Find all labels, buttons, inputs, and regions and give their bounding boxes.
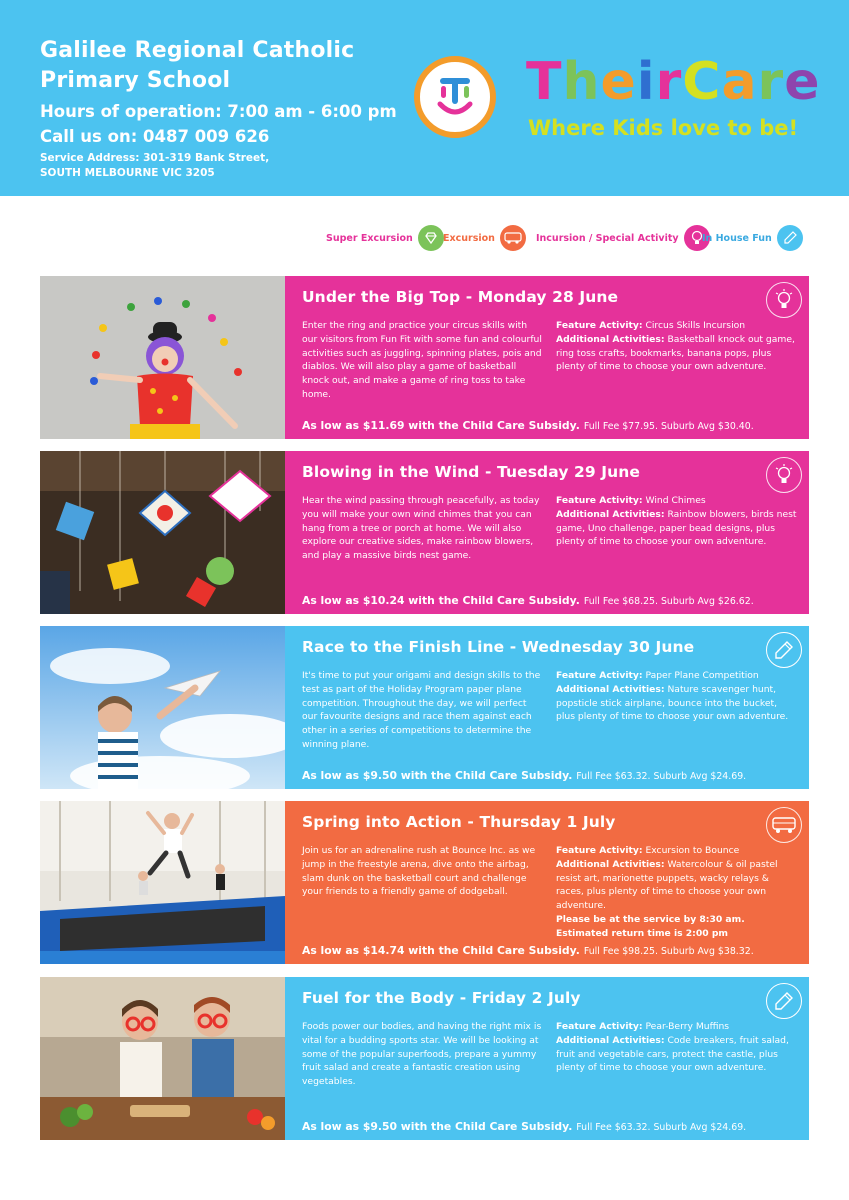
legend-super-excursion — [326, 223, 444, 253]
feature-label: Feature Activity: — [556, 320, 643, 331]
legend-label: Incursion / Special Activity — [536, 232, 679, 244]
diamond-icon — [418, 225, 444, 251]
excursion-time-note: Please be at the service by 8:30 am. Estimated return time is 2:00 pm — [556, 913, 745, 939]
hours-of-operation: Hours of operation: 7:00 am - 6:00 pm — [40, 102, 397, 121]
activity-description: Join us for an adrenaline rush at Bounce Inc. as we jump in the freestyle arena, dive onto the airbag, slam dunk on the basketball court and challenge your friends to a friendly game of dodgeball. — [302, 845, 536, 898]
legend-label: In House Fun — [702, 232, 772, 244]
activity-card — [40, 626, 809, 789]
brand-letters-9: e — [784, 52, 821, 112]
feature-label: Feature Activity: — [556, 1021, 643, 1032]
pencil-icon — [766, 632, 802, 668]
service-address — [40, 151, 269, 181]
theircare-logo-icon — [414, 56, 496, 138]
brand-letters-8: r — [757, 52, 785, 112]
header-banner — [0, 0, 849, 196]
brand-letters-5: r — [655, 52, 683, 112]
address-line1: Service Address: 301-319 Bank Street, — [40, 152, 270, 164]
activity-panel — [285, 801, 809, 964]
additional-label: Additional Activities: — [556, 858, 665, 870]
pencil-icon — [766, 983, 802, 1019]
circus-clown-photo — [40, 276, 285, 439]
activity-title: Race to the Finish Line - Wednesday 30 June — [302, 638, 695, 656]
activity-title: Blowing in the Wind - Tuesday 29 June — [302, 463, 641, 481]
activity-description: Hear the wind passing through peacefully, as today you will make your own wind chimes that you can hang from a tree or porch at home. We will also explore our creative sides, make rainbow blowers, and play a massive birds nest game. — [302, 495, 540, 562]
school-name-line2: Primary School — [40, 68, 231, 93]
additional-label: Additional Activities: — [556, 1034, 665, 1046]
kids-cooking-photo — [40, 977, 285, 1140]
activity-details — [556, 319, 798, 374]
school-name-line1: Galilee Regional Catholic — [40, 38, 355, 63]
activity-details — [556, 844, 798, 941]
legend-in-house — [702, 223, 803, 253]
activity-title: Fuel for the Body - Friday 2 July — [302, 989, 581, 1007]
brand-letters-7: a — [721, 52, 758, 112]
trampoline-photo — [40, 801, 285, 964]
additional-activities: Basketball knock out game, ring toss crafts, bookmarks, banana pops, plus plenty of time to choose your own adventure. — [556, 333, 795, 373]
activity-card — [40, 977, 809, 1140]
fee-details: Full Fee $63.32. Suburb Avg $24.69. — [576, 1122, 747, 1133]
activity-card — [40, 451, 809, 614]
activity-details — [556, 494, 798, 549]
feature-label: Feature Activity: — [556, 845, 643, 856]
subsidy-price: As low as $14.74 with the Child Care Subsidy. — [302, 944, 580, 957]
activity-panel — [285, 451, 809, 614]
price-line — [302, 1120, 746, 1133]
feature-label: Feature Activity: — [556, 495, 643, 506]
fee-details: Full Fee $98.25. Suburb Avg $38.32. — [583, 946, 754, 957]
bus-icon — [500, 225, 526, 251]
activity-description: Foods power our bodies, and having the right mix is vital for a budding sports star. We will be looking at some of the popular superfoods, prepare a yummy fruit salad and create a fantastic creation using vegetables. — [302, 1021, 542, 1088]
brand-tagline: Where Kids love to be! — [528, 116, 799, 140]
activity-card — [40, 276, 809, 439]
activity-description: Enter the ring and practice your circus skills with our visitors from Fun Fit with some fun and colourful activities such as juggling, spinning plates, pois and diablos. We will also play a game of basketball knock out, and make a game of ring toss to take home. — [302, 320, 542, 400]
activity-description: It's time to put your origami and design skills to the test as part of the Holiday Program paper plane competition. Throughout the day, we will perfect our favourite designs and race them against each other in a series of competitions to determine the winning plane. — [302, 670, 541, 750]
legend-label: Excursion — [443, 232, 495, 244]
address-line2: SOUTH MELBOURNE VIC 3205 — [40, 167, 215, 179]
activity-panel — [285, 626, 809, 789]
paper-plane-photo — [40, 626, 285, 789]
additional-label: Additional Activities: — [556, 333, 665, 345]
additional-activities: Code breakers, fruit salad, fruit and vegetable cars, protect the castle, plus plenty of time to choose your own adventure. — [556, 1034, 789, 1074]
lightbulb-icon — [766, 457, 802, 493]
bus-icon — [766, 807, 802, 843]
activity-card — [40, 801, 809, 964]
activity-title: Spring into Action - Thursday 1 July — [302, 813, 616, 831]
fee-details: Full Fee $77.95. Suburb Avg $30.40. — [583, 421, 754, 432]
brand-letters-6: C — [682, 52, 722, 112]
brand-letters-2: h — [562, 52, 601, 112]
feature-activity: Paper Plane Competition — [645, 670, 759, 681]
pencil-icon — [777, 225, 803, 251]
feature-activity: Circus Skills Incursion — [645, 320, 746, 331]
price-line — [302, 419, 754, 432]
additional-label: Additional Activities: — [556, 683, 665, 695]
feature-activity: Wind Chimes — [645, 495, 706, 506]
feature-label: Feature Activity: — [556, 670, 643, 681]
additional-activities: Watercolour & oil pastel resist art, marionette puppets, wacky relays & races, plus plenty of time to choose your own adventure. — [556, 858, 778, 912]
legend-excursion — [443, 223, 526, 253]
additional-activities: Rainbow blowers, birds nest game, Uno challenge, paper bead designs, plus plenty of time to choose your own adventure. — [556, 508, 797, 548]
wind-chimes-photo — [40, 451, 285, 614]
feature-activity: Excursion to Bounce — [645, 845, 740, 856]
legend-incursion — [536, 223, 710, 253]
activity-panel — [285, 276, 809, 439]
phone-number: Call us on: 0487 009 626 — [40, 127, 270, 146]
activity-details — [556, 1020, 798, 1075]
brand-letters-3: e — [600, 52, 637, 112]
feature-activity: Pear-Berry Muffins — [645, 1021, 730, 1032]
school-name — [40, 36, 400, 96]
fee-details: Full Fee $68.25. Suburb Avg $26.62. — [583, 596, 754, 607]
additional-label: Additional Activities: — [556, 508, 665, 520]
activity-panel — [285, 977, 809, 1140]
subsidy-price: As low as $9.50 with the Child Care Subsidy. — [302, 1120, 573, 1133]
price-line — [302, 769, 746, 782]
lightbulb-icon — [766, 282, 802, 318]
price-line — [302, 944, 754, 957]
subsidy-price: As low as $10.24 with the Child Care Subsidy. — [302, 594, 580, 607]
brand-letters-4: i — [636, 52, 656, 112]
brand-letters-1: T — [526, 52, 563, 112]
fee-details: Full Fee $63.32. Suburb Avg $24.69. — [576, 771, 747, 782]
legend-label: Super Excursion — [326, 232, 413, 244]
activity-title: Under the Big Top - Monday 28 June — [302, 288, 619, 306]
brand-name — [526, 52, 820, 112]
activity-details — [556, 669, 798, 724]
subsidy-price: As low as $11.69 with the Child Care Subsidy. — [302, 419, 580, 432]
price-line — [302, 594, 754, 607]
additional-activities: Nature scavenger hunt, popsticle stick airplane, bounce into the bucket, plus plenty of time to choose your own adventure. — [556, 683, 789, 723]
subsidy-price: As low as $9.50 with the Child Care Subsidy. — [302, 769, 573, 782]
